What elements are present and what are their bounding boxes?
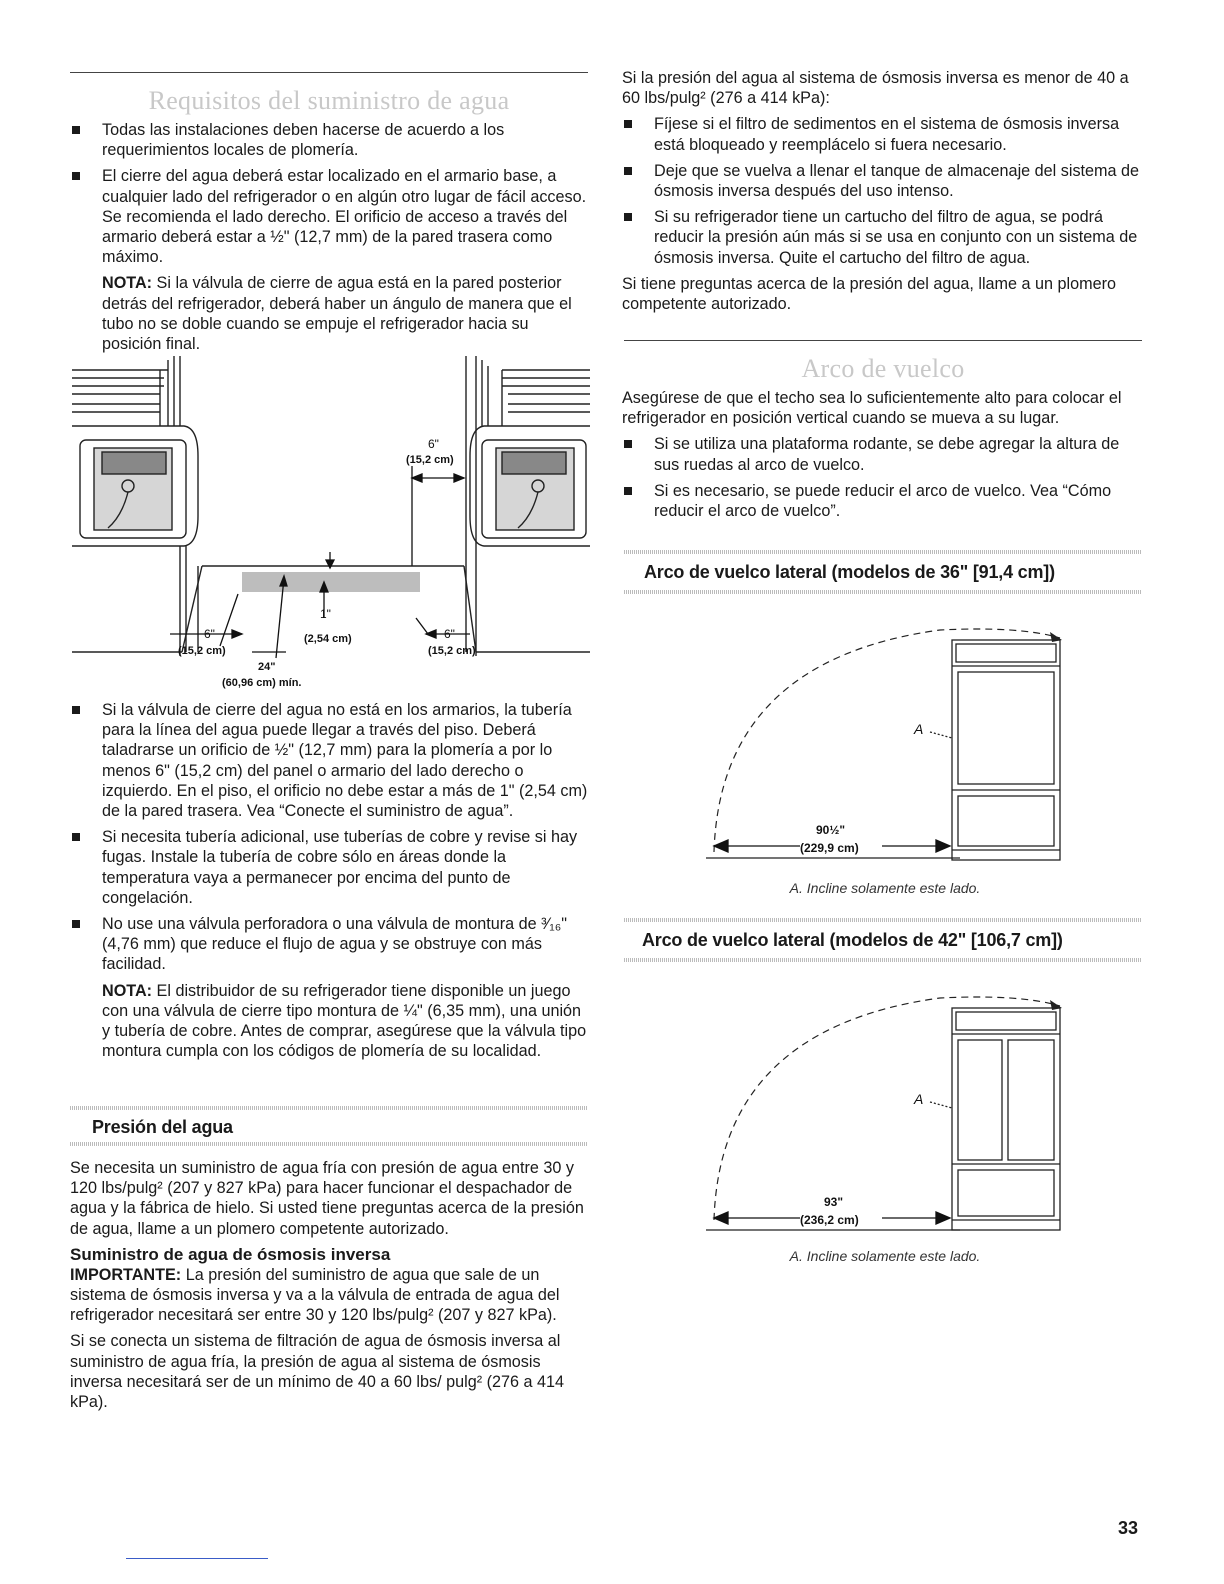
dim-24: 24": [258, 661, 276, 673]
dim-6-top: 6": [428, 437, 439, 451]
list-item: Si se utiliza una plataforma rodante, se debe agregar la altura de sus ruedas al arco de vuelco.: [622, 434, 1144, 474]
alcove: [182, 466, 476, 652]
left-cabinet: [72, 356, 198, 656]
list-item: Si su refrigerador tiene un cartucho del filtro de agua, se podrá reducir la presión aún más si se usa en conjunto con un sistema de ósmosis inversa. Quite el cartucho del filtro de agua.: [622, 207, 1144, 268]
important-text: La presión del suministro de agua que sale de un sistema de ósmosis inversa y va a la válvula de entrada de agua del refrigerador necesitará ser entre 30 y 120 lbs/pulg² (207 y 827 kPa).: [70, 1265, 560, 1325]
arc36-hatch-top: [624, 550, 1142, 554]
section-title-tilt-arc: Arco de vuelco: [801, 354, 965, 383]
arc42-hatch-bottom: [624, 958, 1142, 962]
arc36-dim-cm: (229,9 cm): [800, 841, 859, 855]
arc42-dim: 93": [824, 1195, 844, 1209]
footer-link-line: [126, 1558, 268, 1559]
dim-6-right: 6": [444, 627, 455, 641]
list-item: No use una válvula perforadora o una válvula de montura de ³⁄₁₆" (4,76 mm) que reduce el flujo de agua y se obstruye con más facilidad.: [70, 914, 590, 975]
bullets-top: [70, 120, 590, 267]
arc-diagram-36: [700, 620, 1070, 874]
arc-intro: Asegúrese de que el techo sea lo suficientemente alto para colocar el refrigerador en posición vertical cuando se mueva a su lugar.: [622, 389, 1122, 428]
bullets-bottom: [70, 700, 590, 975]
arc36-title: Arco de vuelco lateral (modelos de 36" [91,4 cm]): [644, 562, 1055, 582]
dim-6-left-cm: (15,2 cm): [178, 645, 226, 657]
arc36-hatch-bottom: [624, 590, 1142, 594]
note-text: El distribuidor de su refrigerador tiene disponible un juego con una válvula de cierre tipo montura de ¼" (6,35 mm), una unión y tubería de cobre. Antes de comprar, asegúrese que la válvula tipo montura cumpla con los códigos de plomería de su localidad.: [102, 981, 587, 1061]
list-item: El cierre del agua deberá estar localizado en el armario base, a cualquier lado del refrigerador o en algún otro lugar de fácil acceso. Se recomienda el lado derecho. El orificio de acceso a través del armario deberá estar a ½" (12,7 mm) de la pared trasera como máximo.: [70, 166, 590, 267]
installation-diagram: [72, 356, 590, 692]
list-item: Todas las instalaciones deben hacerse de acuerdo a los requerimientos locales de plomería.: [70, 120, 590, 160]
osmosis-text: Si se conecta un sistema de filtración de agua de ósmosis inversa al suministro de agua fría, la presión de agua al sistema de ósmosis inversa necesitará ser de un mínimo de 40 a 60 lbs/ pulg² (276 a 414 kPa).: [70, 1332, 565, 1412]
arc42-hatch-top: [624, 918, 1142, 922]
pressure-hatch-bottom: [70, 1142, 588, 1146]
arc42-label-a: A: [914, 1091, 924, 1107]
arc42-caption: A. Incline solamente este lado.: [789, 1248, 981, 1264]
right-cabinet: [466, 356, 590, 656]
top-rule-right: [624, 340, 1142, 341]
osmosis-title: Suministro de agua de ósmosis inversa: [70, 1244, 391, 1264]
section-title-water-supply: Requisitos del suministro de agua: [148, 86, 510, 115]
page-number: 33: [1118, 1518, 1139, 1538]
note-text: Si la válvula de cierre de agua está en la pared posterior detrás del refrigerador, deberá haber un ángulo de manera que el tubo no se doble cuando se empuje el refrigerador hacia su posición final.: [102, 274, 572, 354]
list-item: Si necesita tubería adicional, use tuberías de cobre y revise si hay fugas. Instale la tubería de cobre sólo en áreas donde la temperatura vaya a permanecer por encima del punto de congelación.: [70, 827, 590, 908]
osmosis-intro: Si la presión del agua al sistema de ósmosis inversa es menor de 40 a 60 lbs/pulg² (276 a 414 kPa):: [622, 69, 1129, 108]
dim-1in: 1": [320, 607, 331, 621]
top-rule-left: [70, 72, 588, 73]
important-paragraph: [70, 1265, 590, 1326]
arc36-label-a: A: [914, 721, 924, 737]
list-item: Fíjese si el filtro de sedimentos en el sistema de ósmosis inversa está bloqueado y reemplácelo si fuera necesario.: [622, 114, 1144, 154]
arc36-caption: A. Incline solamente este lado.: [789, 880, 981, 896]
floor-hatch: [242, 572, 420, 592]
note-2: [70, 981, 590, 1062]
osmosis-bullets: [622, 114, 1144, 267]
important-label: IMPORTANTE:: [70, 1265, 182, 1284]
pressure-text: Se necesita un suministro de agua fría con presión de agua entre 30 y 120 lbs/pulg² (207 y 827 kPa) para hacer funcionar el despachador de agua y la fábrica de hielo. Si usted tiene preguntas acerca de la presión de agua, llame a un plomero competente autorizado.: [70, 1159, 584, 1238]
note-label: NOTA:: [102, 274, 153, 293]
dim-6-left: 6": [204, 627, 215, 641]
arc42-dim-cm: (236,2 cm): [800, 1213, 859, 1227]
pressure-hatch-top: [70, 1106, 588, 1110]
note-1: [70, 273, 590, 354]
list-item: Si es necesario, se puede reducir el arco de vuelco. Vea “Cómo reducir el arco de vuelco”.: [622, 481, 1144, 521]
list-item: Deje que se vuelva a llenar el tanque de almacenaje del sistema de ósmosis inversa después del uso intenso.: [622, 161, 1144, 201]
arc36-dim: 90½": [816, 823, 846, 837]
list-item: Si la válvula de cierre del agua no está en los armarios, la tubería para la línea del agua puede llegar a través del piso. Deberá taladrarse un orificio de ½" (12,7 mm) para la plomería a por lo menos 6" (15,2 cm) del panel o armario del lado derecho o izquierdo. En el piso, el orificio no debe estar a más de 1" (2,54 cm) de la pared trasera. Vea “Conecte el suministro de agua”.: [70, 700, 590, 821]
dim-6-right-cm: (15,2 cm): [428, 645, 476, 657]
dim-1in-cm: (2,54 cm): [304, 633, 352, 645]
arc-diagram-42: [700, 988, 1070, 1242]
dim-24-cm: (60,96 cm) mín.: [222, 677, 302, 689]
pressure-closing: Si tiene preguntas acerca de la presión del agua, llame a un plomero competente autorizado.: [622, 274, 1117, 314]
pressure-title: Presión del agua: [92, 1117, 233, 1137]
dim-6-top-cm: (15,2 cm): [406, 454, 454, 466]
arc-bullets: [622, 434, 1144, 521]
note-label: NOTA:: [102, 981, 153, 1000]
arc42-title: Arco de vuelco lateral (modelos de 42" [106,7 cm]): [642, 930, 1063, 950]
